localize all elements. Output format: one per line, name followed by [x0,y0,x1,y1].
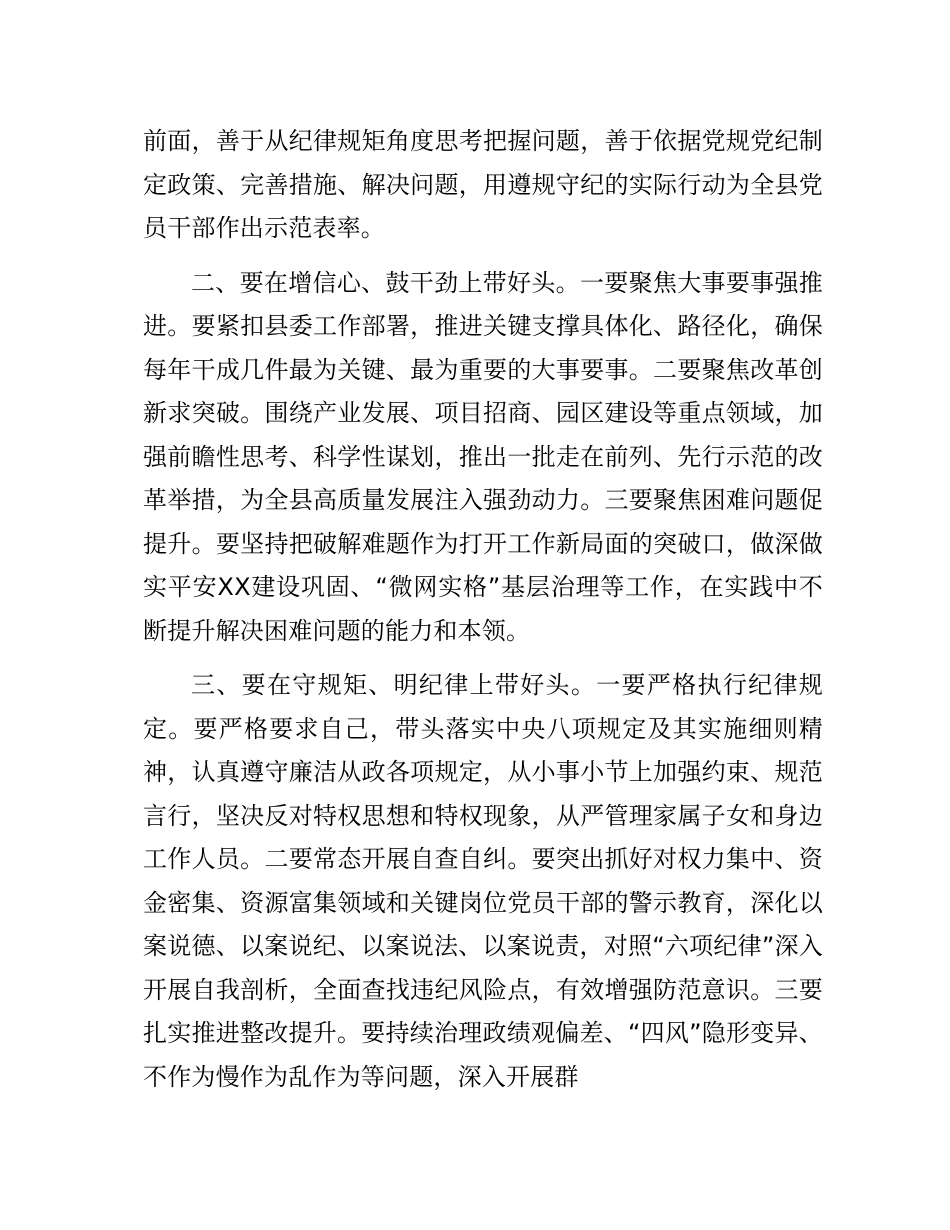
paragraph-continuation: 前面，善于从纪律规矩角度思考把握问题，善于依据党规党纪制定政策、完善措施、解决问题，用遵规守纪的实际行动为全县党员干部作出示范表率。 [143,127,823,242]
document-body [143,120,823,1099]
paragraph-section-three: 三、要在守规矩、明纪律上带好头。一要严格执行纪律规定。要严格要求自己，带头落实中央八项规定及其实施细则精神，认真遵守廉洁从政各项规定，从小事小节上加强约束、规范言行，坚决反对特权思想和特权现象，从严管理家属子女和身边工作人员。二要常态开展自查自纠。要突出抓好对权力集中、资金密集、资源富集领域和关键岗位党员干部的警示教育，深化以案说德、以案说纪、以案说法、以案说责，对照“六项纪律”深入开展自我剖析，全面查找违纪风险点，有效增强防范意识。三要扎实推进整改提升。要持续治理政绩观偏差、“四风”隐形变异、不作为慢作为乱作为等问题，深入开展群 [143,671,823,1091]
paragraph-section-two: 二、要在增信心、鼓干劲上带好头。一要聚焦大事要事强推进。要紧扣县委工作部署，推进关键支撑具体化、路径化，确保每年干成几件最为关键、最为重要的大事要事。二要聚焦改革创新求突破。围绕产业发展、项目招商、园区建设等重点领域，加强前瞻性思考、科学性谋划，推出一批走在前列、先行示范的改革举措，为全县高质量发展注入强劲动力。三要聚焦困难问题促提升。要坚持把破解难题作为打开工作新局面的突破口，做深做实平安XX建设巩固、“微网实格”基层治理等工作，在实践中不断提升解决困难问题的能力和本领。 [143,268,823,645]
